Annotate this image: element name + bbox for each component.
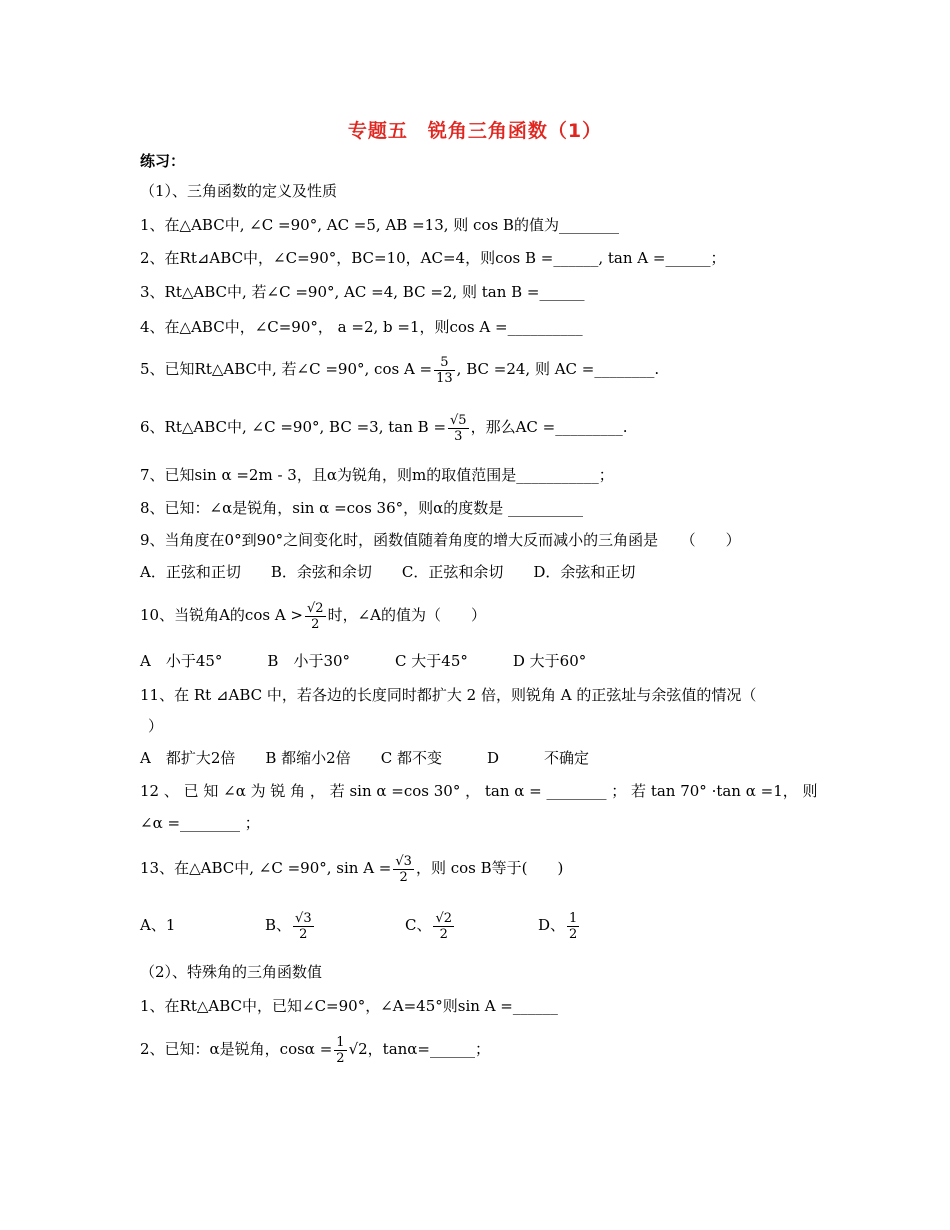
question-13-option-d xyxy=(538,906,581,944)
fraction xyxy=(293,911,314,942)
question-13 xyxy=(140,849,563,887)
section-2-question-1: 1、在Rt△ABC中，已知∠C=90°，∠A=45°则sin A =______ xyxy=(140,997,558,1015)
question-8: 8、已知：∠α是锐角，sin α =cos 36°，则α的度数是 __________ xyxy=(140,499,584,517)
option-label: B、 xyxy=(265,916,292,934)
section-heading-2: （2）、特殊角的三角函数值 xyxy=(140,963,323,981)
question-10 xyxy=(140,596,486,634)
question-9-options: A．正弦和正切 B．余弦和余切 C．正弦和余切 D．余弦和正切 xyxy=(140,563,636,581)
fraction xyxy=(334,1035,346,1066)
section-2-question-2 xyxy=(140,1030,490,1068)
fraction xyxy=(434,355,455,386)
fraction-numerator: √2 xyxy=(307,600,324,616)
fraction-numerator: √3 xyxy=(295,910,312,926)
fraction-denominator: 2 xyxy=(439,926,448,942)
question-13-text: 13、在△ABC中, ∠C =90°, sin A = xyxy=(140,859,392,877)
section-2-question-2-text: √2，tanα=______； xyxy=(348,1040,490,1058)
question-5-text: , BC =24, 则 AC =________. xyxy=(456,360,660,378)
fraction-numerator: 1 xyxy=(569,910,578,926)
fraction-denominator: 13 xyxy=(436,370,453,386)
fraction xyxy=(567,911,579,942)
fraction-numerator: √2 xyxy=(435,910,453,926)
question-1: 1、在△ABC中, ∠C =90°, AC =5, AB =13, 则 cos B的值为________ xyxy=(140,216,619,234)
question-13-text: ，则 cos B等于( ) xyxy=(415,859,564,877)
question-4: 4、在△ABC中，∠C=90°， a =2, b =1，则cos A =__________ xyxy=(140,318,583,336)
page-title: 专题五 锐角三角函数（1） xyxy=(347,120,603,142)
question-2: 2、在Rt⊿ABC中，∠C=90°，BC=10，AC=4，则cos B =______, tan A =______； xyxy=(140,249,726,267)
practice-label: 练习： xyxy=(140,152,186,170)
fraction-numerator: √3 xyxy=(395,853,412,869)
fraction-denominator: 3 xyxy=(454,428,463,444)
fraction xyxy=(433,911,454,942)
question-6-text: ，那么AC =_________. xyxy=(470,418,628,436)
option-label: C、 xyxy=(405,916,432,934)
question-3: 3、Rt△ABC中, 若∠C =90°, AC =4, BC =2, 则 tan B =______ xyxy=(140,283,585,301)
question-13-option-a: A、1 xyxy=(140,916,176,934)
fraction-numerator: 1 xyxy=(336,1034,345,1050)
question-7: 7、已知sin α =2m - 3，且α为锐角，则m的取值范围是___________； xyxy=(140,466,614,484)
fraction xyxy=(393,854,414,885)
question-10-text: 10、当锐角A的cos A > xyxy=(140,606,303,624)
question-6-text: 6、Rt△ABC中, ∠C =90°, BC =3, tan B = xyxy=(140,418,447,436)
section-heading-1: （1）、三角函数的定义及性质 xyxy=(140,182,338,200)
question-6 xyxy=(140,408,628,446)
fraction-numerator: 5 xyxy=(434,355,455,371)
question-9: 9、当角度在0°到90°之间变化时，函数值随着角度的增大反而减小的三角函是 （ ） xyxy=(140,531,741,549)
question-12-line-2: ∠α =________ ； xyxy=(140,814,260,832)
fraction-denominator: 2 xyxy=(336,1050,345,1066)
fraction xyxy=(448,413,469,444)
fraction xyxy=(305,601,326,632)
section-2-question-2-text: 2、已知：α是锐角，cosα = xyxy=(140,1040,333,1058)
fraction-numerator: √5 xyxy=(450,412,467,428)
fraction-denominator: 2 xyxy=(569,926,578,942)
question-11-line-2: ） xyxy=(148,717,164,735)
question-11-options: A 都扩大2倍 B 都缩小2倍 C 都不变 D 不确定 xyxy=(140,749,589,767)
question-5 xyxy=(140,350,659,388)
question-12-line-1: 12 、 已 知 ∠α 为 锐 角 ， 若 sin α =cos 30° ， tan α = ________ ； 若 tan 70° ·tan α =1， 则 xyxy=(140,782,818,800)
option-label: D、 xyxy=(538,916,566,934)
question-5-text: 5、已知Rt△ABC中, 若∠C =90°, cos A = xyxy=(140,360,433,378)
question-13-option-c xyxy=(405,906,456,944)
fraction-denominator: 2 xyxy=(399,869,408,885)
question-10-text: 时，∠A的值为（ ） xyxy=(327,606,486,624)
question-13-option-b xyxy=(265,906,316,944)
question-11-line-1: 11、在 Rt ⊿ABC 中，若各边的长度同时都扩大 2 倍，则锐角 A 的正弦址与余弦值的情况（ xyxy=(140,686,757,704)
fraction-denominator: 2 xyxy=(311,616,320,632)
fraction-denominator: 2 xyxy=(299,926,308,942)
question-10-options: A 小于45° B 小于30° C 大于45° D 大于60° xyxy=(140,652,587,670)
